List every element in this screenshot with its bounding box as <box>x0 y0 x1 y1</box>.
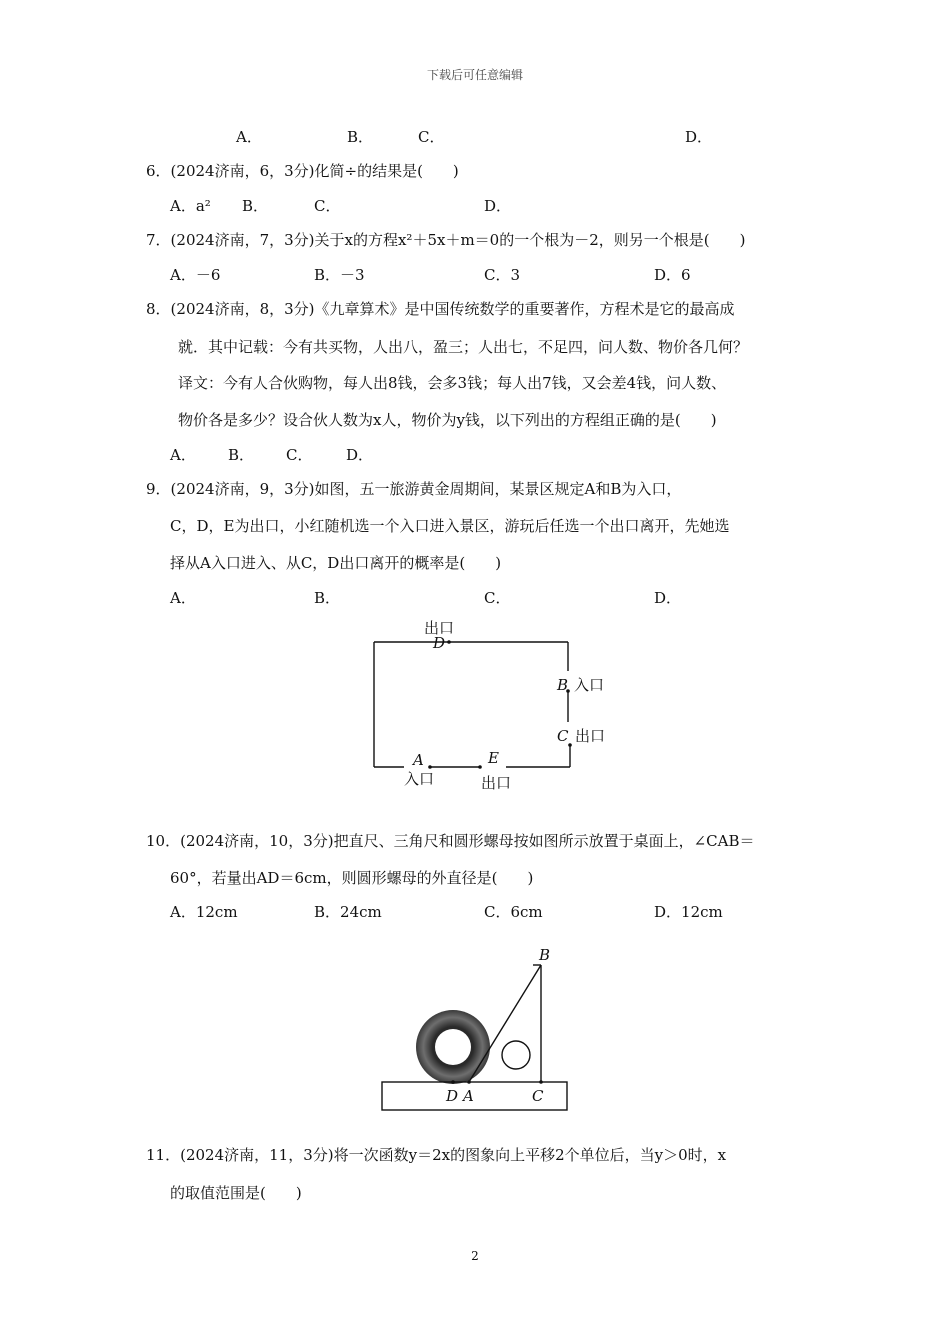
option-d: D． <box>346 446 374 464</box>
point-a-label: A <box>413 751 424 769</box>
option-b: B． <box>314 589 341 607</box>
option-c: C．3 <box>484 266 521 284</box>
option-b: B．24cm <box>314 903 382 921</box>
option-a: A． <box>236 128 262 146</box>
option-b: B． <box>228 446 255 464</box>
question-text: 6．(2024济南，6，3分)化简÷的结果是( ) <box>146 162 459 180</box>
point-d-label: D <box>433 634 446 652</box>
option-b: B． <box>347 128 374 146</box>
page-number: 2 <box>471 1249 479 1263</box>
question-line: 择从A入口进入、从C，D出口离开的概率是( ) <box>170 554 502 572</box>
question-line: 60°，若量出AD＝6cm，则圆形螺母的外直径是( ) <box>170 869 534 887</box>
option-a: A．a² <box>170 197 211 215</box>
option-d: D．6 <box>654 266 691 284</box>
option-a: A．－6 <box>170 266 221 284</box>
exit-label-top: 出口 <box>424 619 455 637</box>
question-text: 7．(2024济南，7，3分)关于x的方程x²＋5x＋m＝0的一个根为－2，则另一个根是( ) <box>146 231 746 249</box>
point-d-label: D <box>446 1087 459 1105</box>
option-b: B． <box>242 197 269 215</box>
option-c: C． <box>484 589 511 607</box>
option-d: D． <box>484 197 512 215</box>
option-d: D． <box>685 128 713 146</box>
option-b: B．－3 <box>314 266 365 284</box>
question-line: 8．(2024济南，8，3分)《九章算术》是中国传统数学的重要著作，方程术是它的最高成 <box>146 300 735 318</box>
entry-label-bottom: 入口 <box>404 770 435 788</box>
question-line: 译文：今有人合伙购物，每人出8钱，会多3钱；每人出7钱，又会差4钱，问人数、 <box>178 374 727 392</box>
point-c-label: C <box>557 727 569 745</box>
question-line: 10．(2024济南，10，3分)把直尺、三角尺和圆形螺母按如图所示放置于桌面上，∠CAB＝ <box>146 832 755 850</box>
question-line: 就．其中记载：今有共买物，人出八，盈三；人出七，不足四，问人数、物价各几何？ <box>178 338 749 356</box>
option-c: C． <box>314 197 341 215</box>
point-a-label: A <box>463 1087 474 1105</box>
question-line: C，D，E为出口，小红随机选一个入口进入景区，游玩后任选一个出口离开，先她选 <box>170 517 730 535</box>
option-c: C． <box>418 128 445 146</box>
exit-label-right: 出口 <box>575 727 606 745</box>
point-c-label: C <box>532 1087 544 1105</box>
point-b-label: B <box>557 676 569 694</box>
nut-inner-hole <box>435 1029 471 1065</box>
point-e-label: E <box>488 749 499 767</box>
triangle-hole <box>502 1041 530 1069</box>
question-line: 9．(2024济南，9，3分)如图，五一旅游黄金周期间，某景区规定A和B为入口， <box>146 480 682 498</box>
question-line: 的取值范围是( ) <box>170 1184 302 1202</box>
question-line: 物价各是多少？设合伙人数为x人，物价为y钱，以下列出的方程组正确的是( ) <box>178 411 717 429</box>
option-a: A． <box>170 589 196 607</box>
option-d: D．12cm <box>654 903 723 921</box>
option-c: C．6cm <box>484 903 543 921</box>
point-b-label: B <box>539 946 551 964</box>
page-header: 下载后可任意编辑 <box>426 68 523 82</box>
question-line: 11．(2024济南，11，3分)将一次函数y＝2x的图象向上平移2个单位后，当y＞0时，x <box>146 1146 727 1164</box>
exit-label-bottom: 出口 <box>481 774 512 792</box>
entry-label-right: 入口 <box>574 676 605 694</box>
option-d: D． <box>654 589 682 607</box>
option-c: C． <box>286 446 313 464</box>
option-a: A．12cm <box>170 903 238 921</box>
option-a: A． <box>170 446 196 464</box>
